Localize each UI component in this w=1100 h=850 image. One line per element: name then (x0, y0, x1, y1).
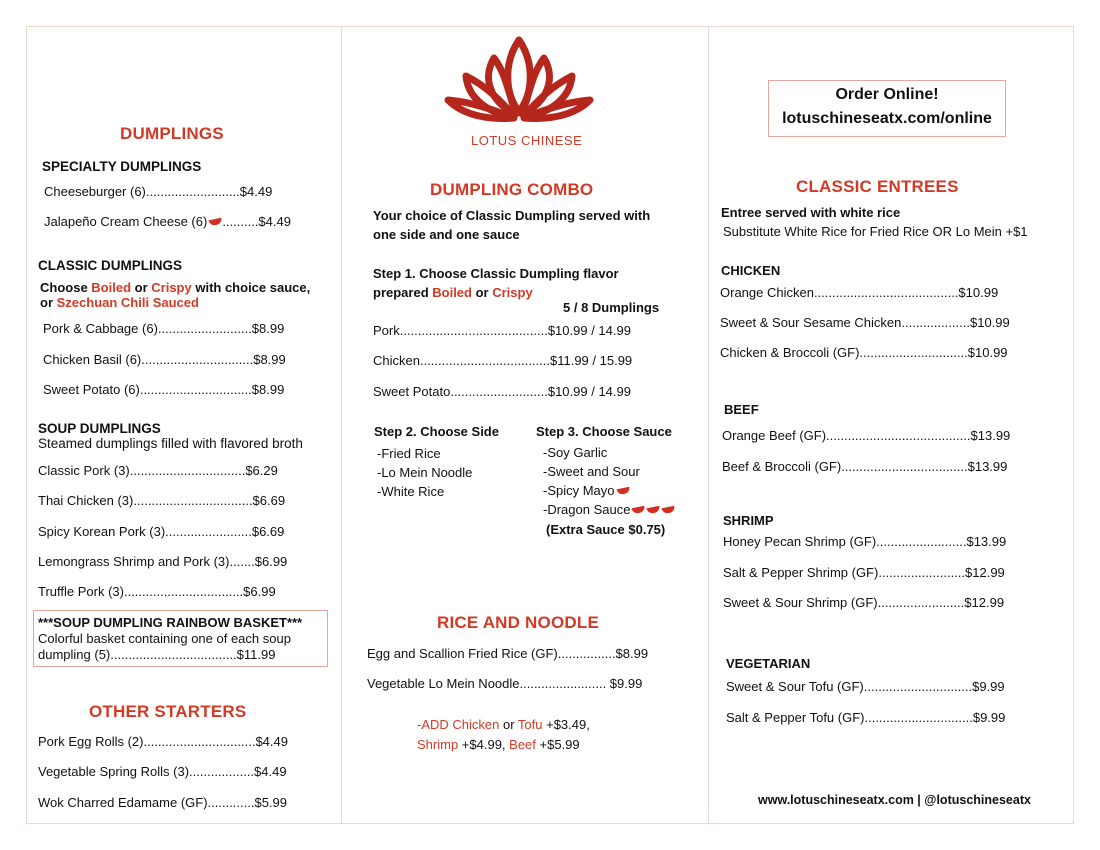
menu-item: Pork.........................................$10.99 / 14.99 (373, 323, 631, 338)
vegetarian-heading: VEGETARIAN (726, 656, 811, 671)
sauce-option: -Dragon Sauce (543, 502, 675, 517)
rainbow-basket-line: dumpling (5)...................................$11.99 (38, 647, 276, 662)
step1-line: prepared Boiled or Crispy (373, 285, 533, 300)
specialty-heading: SPECIALTY DUMPLINGS (42, 159, 202, 174)
chili-pepper-icon (616, 487, 630, 496)
shrimp-heading: SHRIMP (723, 513, 774, 528)
menu-item: Pork & Cabbage (6)..........................$8.99 (43, 321, 285, 336)
order-online-link[interactable]: lotuschineseatx.com/online (782, 110, 992, 127)
classic-entrees-title: CLASSIC ENTREES (796, 177, 959, 196)
menu-item: Vegetable Lo Mein Noodle........................ $9.99 (367, 676, 643, 691)
entrees-substitute: Substitute White Rice for Fried Rice OR Lo Mein +$1 (723, 224, 1028, 239)
menu-item: Sweet Potato...........................$10.99 / 14.99 (373, 384, 631, 399)
combo-description: one side and one sauce (373, 227, 520, 242)
side-option: -Fried Rice (377, 446, 441, 461)
menu-item: Orange Chicken........................................$10.99 (720, 285, 999, 300)
entrees-description: Entree served with white rice (721, 205, 901, 220)
menu-item: Truffle Pork (3).................................$6.99 (38, 584, 276, 599)
sauce-option: -Spicy Mayo (543, 483, 630, 498)
menu-item: Cheeseburger (6)..........................$4.49 (44, 184, 273, 199)
menu-item: Chicken Basil (6)...............................$8.99 (43, 352, 286, 367)
rainbow-basket-line: Colorful basket containing one of each soup (38, 631, 291, 646)
rainbow-basket-title: ***SOUP DUMPLING RAINBOW BASKET*** (38, 615, 303, 630)
addon-line: -ADD Chicken or Tofu +$3.49, (417, 717, 590, 732)
menu-item: Sweet & Sour Tofu (GF)..............................$9.99 (726, 679, 1005, 694)
classic-choose-line: Choose Boiled or Crispy with choice sauce, (40, 280, 311, 295)
menu-item: Orange Beef (GF)........................................$13.99 (722, 428, 1011, 443)
chili-pepper-icon (647, 506, 661, 515)
menu-item: Pork Egg Rolls (2)...............................$4.49 (38, 734, 288, 749)
classic-heading: CLASSIC DUMPLINGS (38, 258, 183, 273)
menu-item: Sweet & Sour Sesame Chicken...................$10.99 (720, 315, 1010, 330)
column-divider-right (708, 26, 709, 824)
extra-sauce-note: (Extra Sauce $0.75) (546, 522, 666, 537)
step2-heading: Step 2. Choose Side (374, 424, 499, 439)
menu-item: Salt & Pepper Shrimp (GF)........................$12.99 (723, 565, 1005, 580)
other-starters-title: OTHER STARTERS (89, 702, 247, 721)
menu-item: Lemongrass Shrimp and Pork (3).......$6.99 (38, 554, 288, 569)
lotus-flower-icon (444, 34, 594, 130)
menu-item: Classic Pork (3)................................$6.29 (38, 463, 278, 478)
step3-heading: Step 3. Choose Sauce (536, 424, 672, 439)
addon-line: Shrimp +$4.99, Beef +$5.99 (417, 737, 580, 752)
chili-pepper-icon (209, 218, 223, 227)
menu-item: Sweet & Sour Shrimp (GF)........................$12.99 (723, 595, 1005, 610)
rice-noodle-title: RICE AND NOODLE (437, 613, 599, 632)
sauce-option: -Sweet and Sour (543, 464, 640, 479)
beef-heading: BEEF (724, 402, 759, 417)
dumpling-sizes: 5 / 8 Dumplings (563, 300, 660, 315)
chicken-heading: CHICKEN (721, 263, 781, 278)
menu-item: Thai Chicken (3).................................$6.69 (38, 493, 286, 508)
menu-item: Spicy Korean Pork (3)........................$6.69 (38, 524, 285, 539)
menu-item: Beef & Broccoli (GF)...................................$13.99 (722, 459, 1008, 474)
menu-item: Salt & Pepper Tofu (GF)..............................$9.99 (726, 710, 1006, 725)
menu-item: Chicken....................................$11.99 / 15.99 (373, 353, 633, 368)
classic-choose-line-2: or Szechuan Chili Sauced (40, 295, 199, 310)
sauce-option: -Soy Garlic (543, 445, 608, 460)
menu-item: Sweet Potato (6)...............................$8.99 (43, 382, 285, 397)
menu-item: Vegetable Spring Rolls (3)..................$4.49 (38, 764, 287, 779)
menu-item: Honey Pecan Shrimp (GF).........................$13.99 (723, 534, 1007, 549)
combo-description: Your choice of Classic Dumpling served with (373, 208, 651, 223)
column-divider-left (341, 26, 342, 824)
side-option: -White Rice (377, 484, 445, 499)
menu-item: Jalapeño Cream Cheese (6) ..........$4.49 (44, 214, 291, 229)
footer-website-social[interactable]: www.lotuschineseatx.com | @lotuschineseatx (758, 793, 1031, 807)
dumpling-combo-title: DUMPLING COMBO (430, 180, 594, 199)
menu-item: Wok Charred Edamame (GF).............$5.99 (38, 795, 288, 810)
side-option: -Lo Mein Noodle (377, 465, 473, 480)
order-online-title: Order Online! (835, 86, 939, 103)
chili-pepper-icon (662, 506, 676, 515)
chili-pepper-icon (632, 506, 646, 515)
brand-name: LOTUS CHINESE (471, 133, 583, 148)
menu-item: Egg and Scallion Fried Rice (GF)................$8.99 (367, 646, 649, 661)
step1-heading: Step 1. Choose Classic Dumpling flavor (373, 266, 619, 281)
dumplings-title: DUMPLINGS (120, 124, 224, 143)
soup-description: Steamed dumplings filled with flavored broth (38, 436, 303, 451)
soup-heading: SOUP DUMPLINGS (38, 421, 161, 436)
menu-item: Chicken & Broccoli (GF)..............................$10.99 (720, 345, 1008, 360)
